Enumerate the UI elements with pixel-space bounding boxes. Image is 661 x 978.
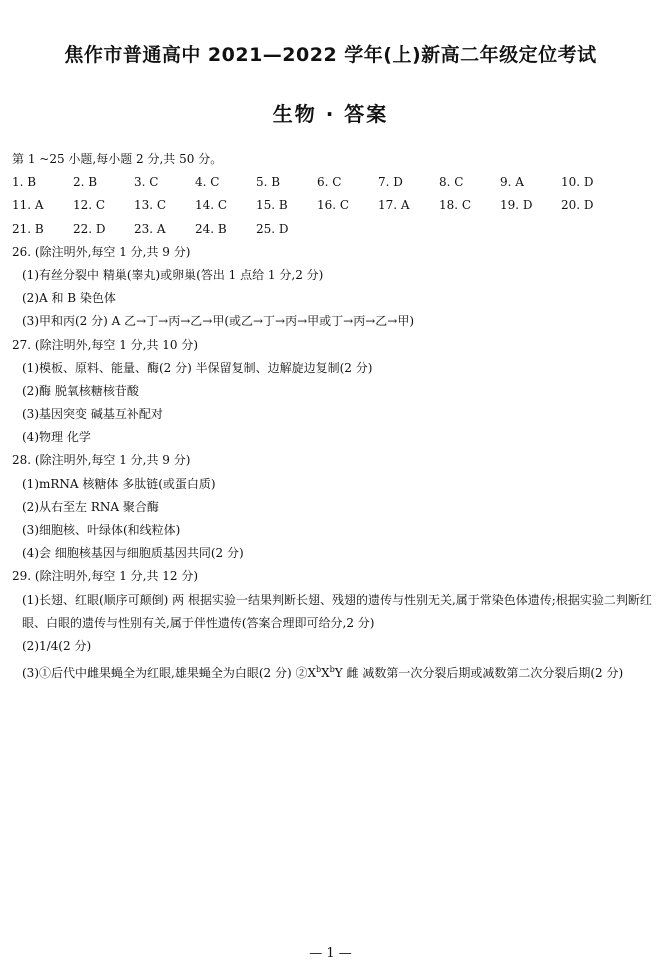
answer-item: 21. B [12,221,44,236]
answer-item: 5. B [256,175,281,190]
answer-row [12,194,652,217]
answer-text: (3)①后代中雌果蝇全为红眼,雄果蝇全为白眼(2 分) ②X [22,666,316,681]
answer-line: (4)物理 化学 [22,430,91,445]
answer-line: (4)会 细胞核基因与细胞质基因共同(2 分) [22,546,244,561]
question-header: 26. (除注明外,每空 1 分,共 9 分) [12,244,191,259]
answer-item: 12. C [73,198,106,213]
answer-row [12,171,652,194]
answer-item: 11. A [12,198,44,213]
answer-line: (1)有丝分裂中 精巢(睾丸)或卵巢(答出 1 点给 1 分,2 分) [22,267,324,282]
answer-item: 23. A [134,221,166,236]
answer-item: 17. A [378,198,410,213]
question-header: 27. (除注明外,每空 1 分,共 10 分) [12,337,199,352]
answer-row [12,218,652,241]
answer-item: 13. C [134,198,167,213]
answer-item: 19. D [500,198,533,213]
answer-line: (3)细胞核、叶绿体(和线粒体) [22,523,181,537]
answer-paragraph [12,658,652,685]
answer-item: 24. B [195,221,227,236]
answer-item: 6. C [317,175,342,190]
answer-paragraph: (1)长翅、红眼(顺序可颠倒) 两 根据实验一结果判断长翅、残翅的遗传与性别无关,属于常染色体遗传;根据实验二判断红眼、白眼的遗传与性别有关,属于伴性遗传(答案合理即可给分,2 分) [22,592,652,630]
question-header: 29. (除注明外,每空 1 分,共 12 分) [12,569,199,584]
answer-text: Y 雌 减数第一次分裂后期或减数第二次分裂后期(2 分) [334,666,624,681]
answer-content [12,148,652,685]
superscript: b [315,665,322,675]
document-title: 焦作市普通高中 2021—2022 学年(上)新高二年级定位考试 [64,44,597,66]
answer-text: X [321,666,330,681]
answer-item: 1. B [12,175,37,190]
answer-item: 14. C [195,198,228,213]
document-subtitle: 生物 · 答案 [272,102,389,126]
answer-item: 8. C [439,175,464,190]
answer-line: (1)模板、原料、能量、酶(2 分) 半保留复制、边解旋边复制(2 分) [22,360,373,375]
answer-item: 25. D [256,221,289,236]
answer-line: (2)1/4(2 分) [22,638,92,653]
answer-item: 2. B [73,175,98,190]
answer-item: 7. D [378,175,403,190]
page-number: — 1 — [309,946,352,961]
answer-item: 3. C [134,175,159,190]
answer-item: 16. C [317,198,350,213]
superscript: b [329,665,335,675]
answer-line: (1)mRNA 核糖体 多肽链(或蛋白质) [22,476,216,491]
answer-item: 15. B [256,198,288,213]
answer-line: (2)酶 脱氧核糖核苷酸 [22,383,139,398]
answer-item: 18. C [439,198,472,213]
section-intro: 第 1 ~25 小题,每小题 2 分,共 50 分。 [12,152,223,166]
answer-line: (3)甲和丙(2 分) A 乙→丁→丙→乙→甲(或乙→丁→丙→甲或丁→丙→乙→甲) [22,314,415,329]
answer-item: 22. D [73,221,106,236]
answer-item: 4. C [195,175,220,190]
answer-item: 20. D [561,198,594,213]
answer-line: (2)从右至左 RNA 聚合酶 [22,499,159,514]
answer-item: 10. D [561,175,594,190]
question-header: 28. (除注明外,每空 1 分,共 9 分) [12,453,191,468]
answer-line: (2)A 和 B 染色体 [22,291,116,306]
answer-line: (3)基因突变 碱基互补配对 [22,407,163,422]
answer-item: 9. A [500,175,524,190]
